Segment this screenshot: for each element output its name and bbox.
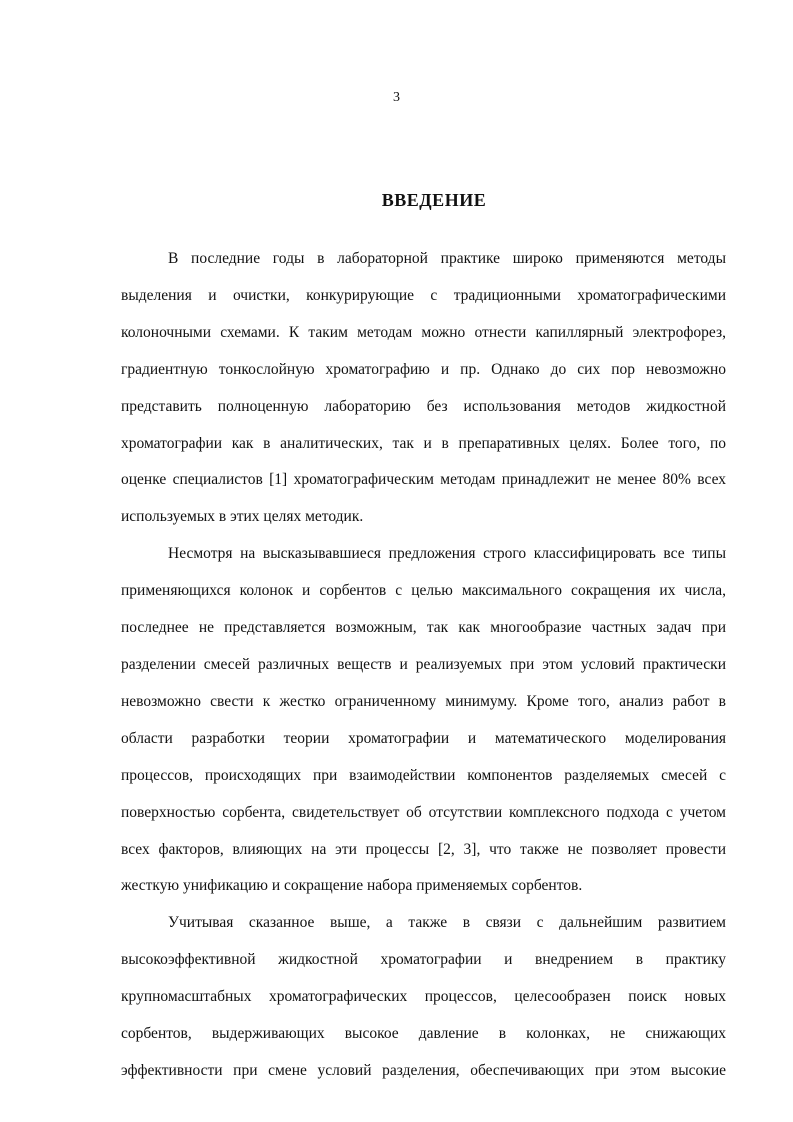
text-line: В последние годы в лабораторной практике широко применяются методы (168, 250, 726, 267)
text-line: Несмотря на высказывавшиеся предложения строго классифицировать все типы (168, 545, 726, 563)
text-line: поверхностью сорбента, свидетельствует об отсутствии комплексного подхода с учетом (121, 803, 726, 821)
text-line: жесткую унификацию и сокращение набора применяемых сорбентов. (121, 877, 583, 895)
text-line: хроматографии как в аналитических, так и в препаративных целях. Более того, по (121, 434, 726, 452)
text-line: процессов, происходящих при взаимодействии компонентов разделяемых смесей с (121, 766, 726, 784)
text-line: используемых в этих целях методик. (121, 508, 364, 526)
paragraph-2 (121, 536, 726, 905)
paragraph-1 (121, 241, 726, 536)
text-line: высокоэффективной жидкостной хроматографии и внедрением в практику (121, 951, 726, 969)
text-line: области разработки теории хроматографии и математического моделирования (121, 729, 726, 747)
body-text (121, 241, 726, 1090)
text-line: крупномасштабных хроматографических процессов, целесообразен поиск новых (121, 988, 726, 1006)
text-line: оценке специалистов [1] хроматографическим методам принадлежит не менее 80% всех (121, 471, 726, 489)
text-line: Учитывая сказанное выше, а также в связи с дальнейшим развитием (168, 914, 726, 932)
paragraph-3 (121, 905, 726, 1090)
page-title: ВВЕДЕНИЕ (381, 190, 487, 210)
text-line: невозможно свести к жестко ограниченному минимуму. Кроме того, анализ работ в (121, 692, 726, 710)
text-line: разделении смесей различных веществ и реализуемых при этом условий практически (121, 655, 726, 673)
text-line: последнее не представляется возможным, так как многообразие частных задач при (121, 619, 726, 637)
page-number: 3 (393, 90, 400, 105)
text-line: градиентную тонкослойную хроматографию и пр. Однако до сих пор невозможно (121, 360, 726, 378)
text-line: сорбентов, выдерживающих высокое давление в колонках, не снижающих (121, 1025, 726, 1043)
text-line: всех факторов, влияющих на эти процессы [2, 3], что также не позволяет провести (121, 840, 726, 858)
text-line: представить полноценную лабораторию без использования методов жидкостной (121, 397, 726, 415)
text-line: колоночными схемами. К таким методам можно отнести капиллярный электрофорез, (121, 323, 726, 341)
text-line: выделения и очистки, конкурирующие с традиционными хроматографическими (121, 286, 726, 304)
text-line: применяющихся колонок и сорбентов с целью максимального сокращения их числа, (121, 582, 726, 600)
text-line: эффективности при смене условий разделения, обеспечивающих при этом высокие (121, 1061, 726, 1079)
